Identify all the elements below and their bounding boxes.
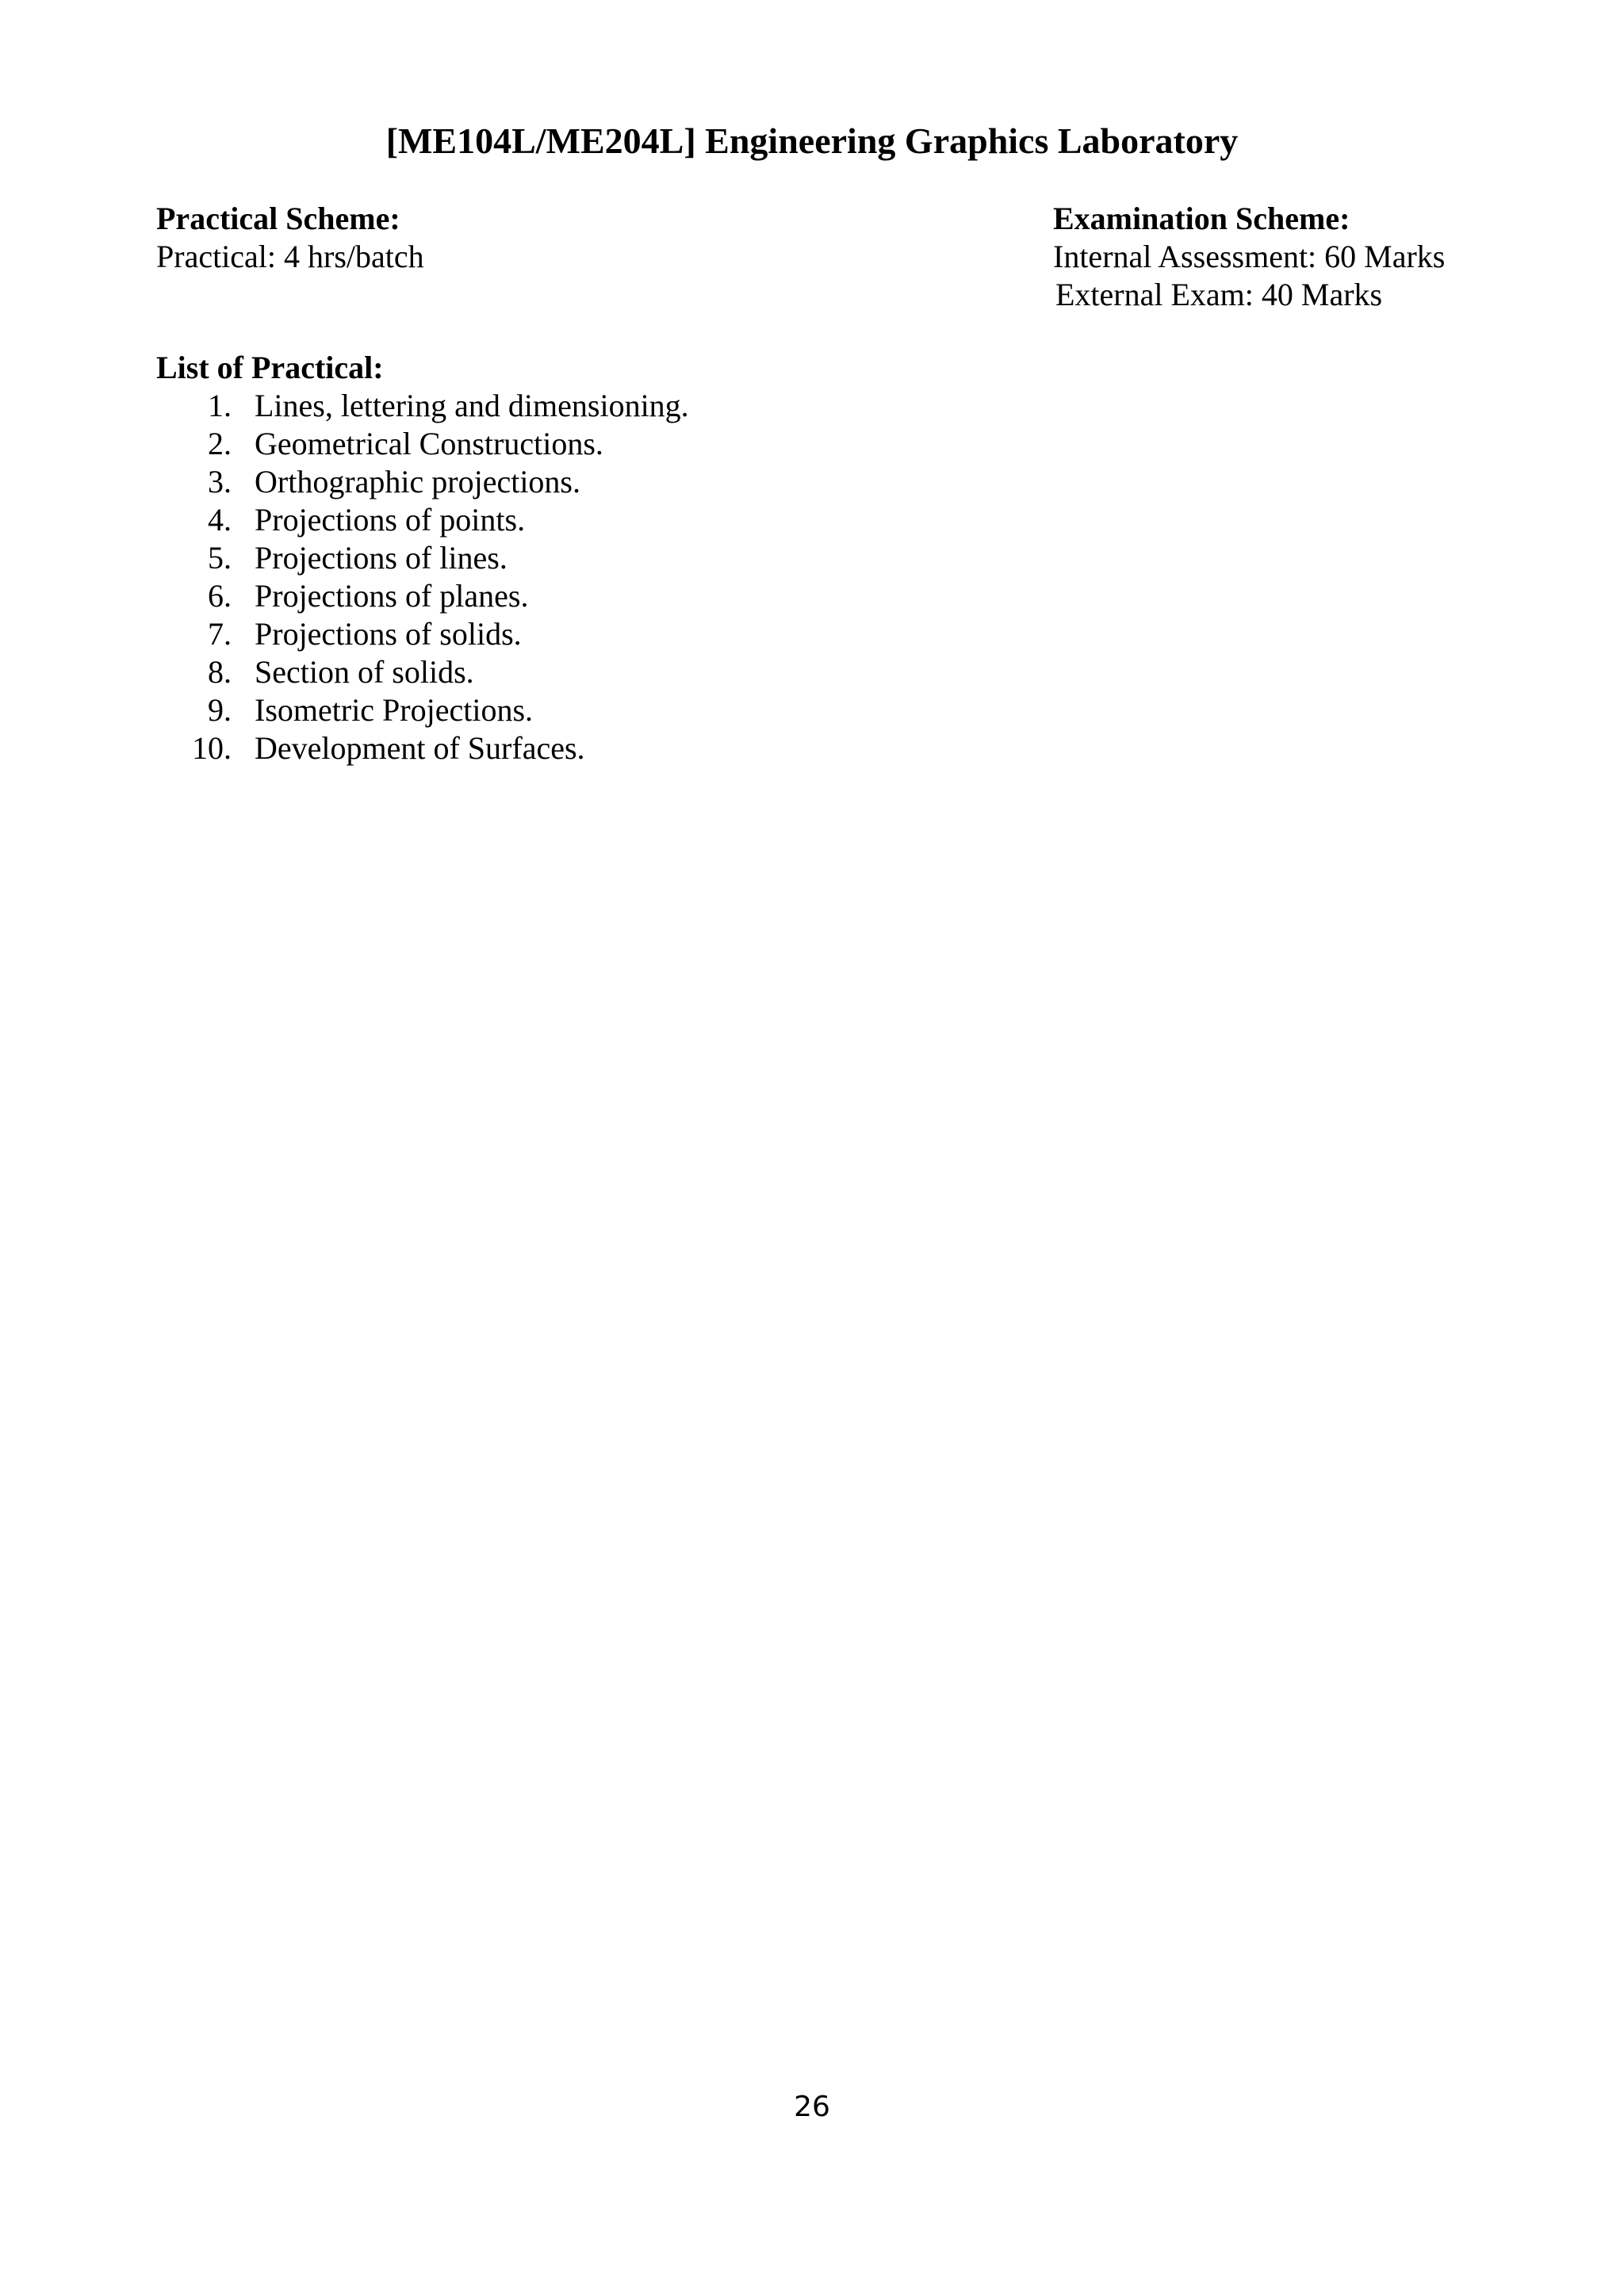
list-item-number: 7. — [208, 616, 232, 652]
list-item — [156, 539, 689, 577]
list-item — [156, 501, 689, 539]
external-exam-marks: External Exam: 40 Marks — [1055, 277, 1383, 312]
list-item — [156, 691, 689, 729]
list-item — [156, 615, 689, 653]
list-item-text: Projections of planes. — [255, 578, 529, 614]
list-item — [156, 387, 689, 425]
list-item-number: 6. — [208, 578, 232, 614]
page-title: [ME104L/ME204L] Engineering Graphics Laboratory — [385, 121, 1239, 161]
page-number: 26 — [794, 2091, 830, 2123]
list-of-practical — [156, 349, 689, 767]
list-item-text: Section of solids. — [255, 654, 474, 690]
list-of-practical-heading: List of Practical: — [156, 350, 384, 385]
practical-scheme-heading: Practical Scheme: — [156, 201, 400, 236]
list-item-number: 9. — [208, 692, 232, 728]
examination-scheme-heading: Examination Scheme: — [1053, 201, 1350, 236]
list-item — [156, 425, 689, 463]
list-item — [156, 577, 689, 615]
list-item-number: 1. — [208, 388, 232, 423]
list-item-text: Geometrical Constructions. — [255, 426, 603, 461]
list-item-text: Projections of solids. — [255, 616, 522, 652]
practical-scheme — [156, 200, 424, 276]
practical-list — [156, 387, 689, 767]
list-item-number: 8. — [208, 654, 232, 690]
list-item-text: Projections of lines. — [255, 540, 508, 576]
internal-assessment-marks: Internal Assessment: 60 Marks — [1053, 239, 1446, 274]
list-item-number: 10. — [192, 730, 232, 766]
list-item — [156, 653, 689, 691]
practical-hours: Practical: 4 hrs/batch — [156, 239, 424, 274]
list-item-text: Isometric Projections. — [255, 692, 534, 728]
list-item-text: Development of Surfaces. — [255, 730, 585, 766]
list-item-text: Projections of points. — [255, 502, 526, 538]
list-item-number: 5. — [208, 540, 232, 576]
list-item-number: 4. — [208, 502, 232, 538]
list-item — [156, 463, 689, 501]
examination-scheme — [1053, 200, 1445, 314]
list-item-text: Orthographic projections. — [255, 464, 580, 499]
list-item-text: Lines, lettering and dimensioning. — [255, 388, 689, 423]
list-item-number: 2. — [208, 426, 232, 461]
list-item-number: 3. — [208, 464, 232, 499]
list-item — [156, 729, 689, 767]
